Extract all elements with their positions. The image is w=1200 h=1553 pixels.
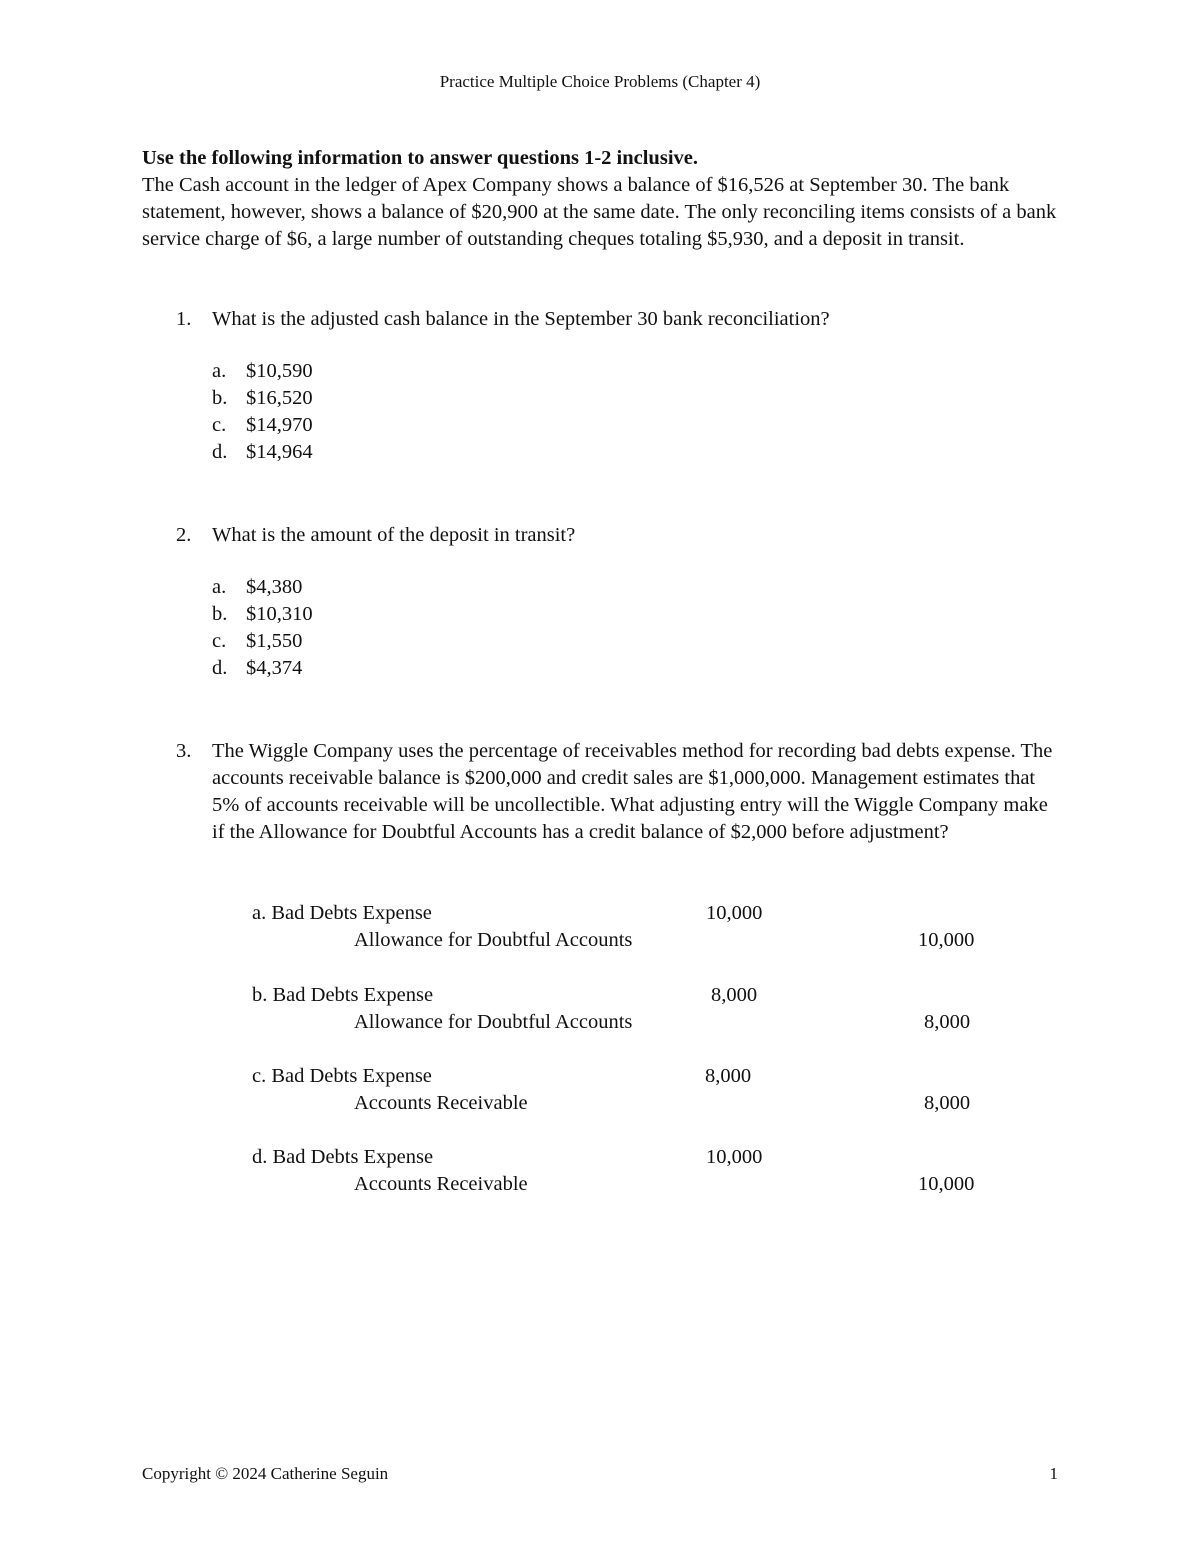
question-number: 2. — [176, 524, 192, 546]
debit-amount: 8,000 — [711, 984, 758, 1006]
intro-heading: Use the following information to answer questions 1-2 inclusive. — [142, 147, 698, 169]
option-item — [212, 412, 1062, 439]
option-item — [212, 655, 1062, 682]
option-item — [212, 385, 1062, 412]
option-letter: b. — [212, 387, 228, 409]
journal-entry-d — [252, 1144, 1012, 1198]
debit-amount: 8,000 — [705, 1065, 752, 1087]
question-number: 1. — [176, 308, 192, 330]
credit-amount: 8,000 — [924, 1092, 971, 1114]
option-item — [212, 358, 1062, 385]
question-text: The Wiggle Company uses the percentage of receivables method for recording bad debts expense. The accounts receivable balance is $200,000 and credit sales are $1,000,000. Management estimates that 5% of accounts receivable will be uncollectible. What adjusting entry will the Wiggle Company make if the Allowance for Doubtful Accounts has a credit balance of $2,000 before adjustment? — [212, 740, 1053, 843]
debit-account: b. Bad Debts Expense — [252, 984, 434, 1006]
option-text: $14,970 — [246, 414, 313, 436]
option-letter: a. — [212, 576, 227, 598]
option-item — [212, 628, 1062, 655]
question-3 — [142, 738, 1062, 846]
question-2 — [142, 522, 1062, 682]
option-letter: b. — [212, 603, 228, 625]
option-list — [142, 574, 1062, 682]
option-text: $4,380 — [246, 576, 303, 598]
credit-account: Allowance for Doubtful Accounts — [354, 929, 633, 951]
credit-amount: 10,000 — [918, 1173, 975, 1195]
option-letter: c. — [212, 414, 227, 436]
debit-account: d. Bad Debts Expense — [252, 1146, 434, 1168]
option-item — [212, 439, 1062, 466]
option-letter: d. — [212, 657, 228, 679]
credit-amount: 8,000 — [924, 1011, 971, 1033]
option-text: $10,310 — [246, 603, 313, 625]
footer-copyright: Copyright © 2024 Catherine Seguin — [142, 1464, 389, 1483]
credit-amount: 10,000 — [918, 929, 975, 951]
question-1 — [142, 306, 1062, 466]
credit-account: Accounts Receivable — [354, 1092, 528, 1114]
credit-account: Accounts Receivable — [354, 1173, 528, 1195]
question-text: What is the amount of the deposit in transit? — [212, 524, 576, 546]
question-number: 3. — [176, 740, 192, 762]
option-text: $1,550 — [246, 630, 303, 652]
journal-entry-c — [252, 1063, 1012, 1117]
option-letter: d. — [212, 441, 228, 463]
option-letter: c. — [212, 630, 227, 652]
journal-entry-a — [252, 900, 1012, 954]
debit-account: c. Bad Debts Expense — [252, 1065, 432, 1087]
intro-block — [142, 145, 1062, 253]
option-item — [212, 601, 1062, 628]
page-number: 1 — [1049, 1464, 1058, 1483]
debit-amount: 10,000 — [706, 902, 763, 924]
option-item — [212, 574, 1062, 601]
option-text: $4,374 — [246, 657, 303, 679]
credit-account: Allowance for Doubtful Accounts — [354, 1011, 633, 1033]
journal-entry-b — [252, 982, 1012, 1036]
option-letter: a. — [212, 360, 227, 382]
debit-amount: 10,000 — [706, 1146, 763, 1168]
intro-paragraph: The Cash account in the ledger of Apex Company shows a balance of $16,526 at September 30. The bank statement, however, shows a balance of $20,900 at the same date. The only reconciling items consists of a bank service charge of $6, a large number of outstanding cheques totaling $5,930, and a deposit in transit. — [142, 174, 1057, 250]
option-text: $10,590 — [246, 360, 313, 382]
question-text: What is the adjusted cash balance in the September 30 bank reconciliation? — [212, 308, 830, 330]
option-list — [142, 358, 1062, 466]
option-text: $14,964 — [246, 441, 313, 463]
page-header: Practice Multiple Choice Problems (Chapter 4) — [439, 72, 761, 91]
debit-account: a. Bad Debts Expense — [252, 902, 432, 924]
option-text: $16,520 — [246, 387, 313, 409]
